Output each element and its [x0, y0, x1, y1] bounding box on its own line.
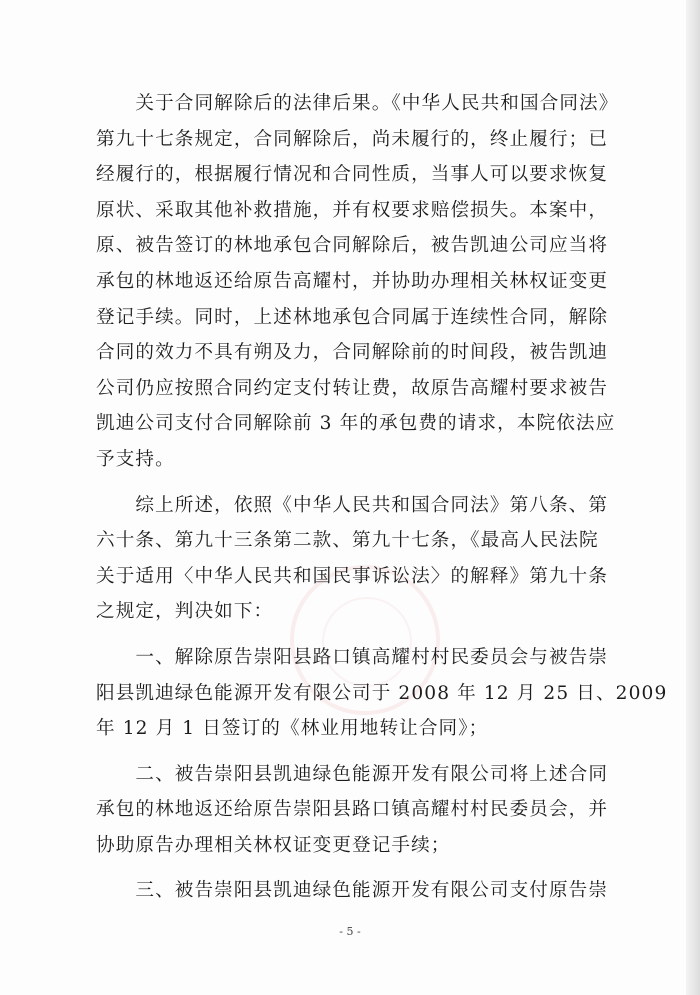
- text-line: 原、被告签订的林地承包合同解除后，被告凯迪公司应当将: [96, 235, 609, 257]
- text-line: 合同的效力不具有朔及力，合同解除前的时间段，被告凯迪: [96, 342, 609, 364]
- text-line: 一、解除原告崇阳县路口镇高耀村村民委员会与被告崇: [96, 646, 609, 668]
- page-number: - 5 -: [339, 925, 361, 938]
- judgment-body-text: [96, 86, 668, 909]
- text-line: 协助原告办理相关林权证变更登记手续；: [96, 834, 451, 856]
- paragraph-ruling-item-1: [96, 640, 668, 747]
- text-line: 登记手续。同时，上述林地承包合同属于连续性合同，解除: [96, 306, 609, 328]
- text-line: 原状、采取其他补救措施，并有权要求赔偿损失。本案中，: [96, 199, 609, 221]
- text-line: 承包的林地返还给原告崇阳县路口镇高耀村村民委员会，并: [96, 799, 609, 821]
- paragraph-summary: [96, 488, 608, 630]
- text-line: 关于合同解除后的法律后果。《中华人民共和国合同法》: [96, 93, 619, 114]
- paragraph-ruling-item-2: [96, 757, 608, 864]
- text-line: 综上所述，依照《中华人民共和国合同法》第八条、第: [96, 494, 609, 516]
- text-line: 公司仍应按照合同约定支付转让费，故原告高耀村要求被告: [96, 377, 609, 399]
- text-line: 关于适用〈中华人民共和国民事诉讼法〉的解释》第九十条: [96, 565, 609, 587]
- text-line: 三、被告崇阳县凯迪绿色能源开发有限公司支付原告崇: [96, 880, 609, 902]
- paragraph-ruling-item-3: [96, 873, 608, 909]
- text-line: 六十条、第九十三条第二款、第九十七条，《最高人民法院: [96, 530, 599, 552]
- text-line: 年 12 月 1 日签订的《林业用地转让合同》；: [96, 718, 489, 740]
- text-line: 之规定，判决如下：: [96, 601, 274, 623]
- paragraph-legal-consequences: [96, 86, 619, 478]
- scan-edge-shadow: [686, 0, 700, 995]
- text-line: 第九十七条规定，合同解除后，尚未履行的，终止履行；已: [96, 128, 609, 150]
- text-line: 凯迪公司支付合同解除前 3 年的承包费的请求，本院依法应: [96, 413, 616, 435]
- text-line: 经履行的，根据履行情况和合同性质，当事人可以要求恢复: [96, 164, 609, 186]
- text-line: 阳县凯迪绿色能源开发有限公司于 2008 年 12 月 25 日、2009: [96, 682, 668, 704]
- text-line: 予支持。: [96, 448, 175, 470]
- text-line: 二、被告崇阳县凯迪绿色能源开发有限公司将上述合同: [96, 763, 609, 785]
- text-line: 承包的林地返还给原告高耀村，并协助办理相关林权证变更: [96, 270, 609, 292]
